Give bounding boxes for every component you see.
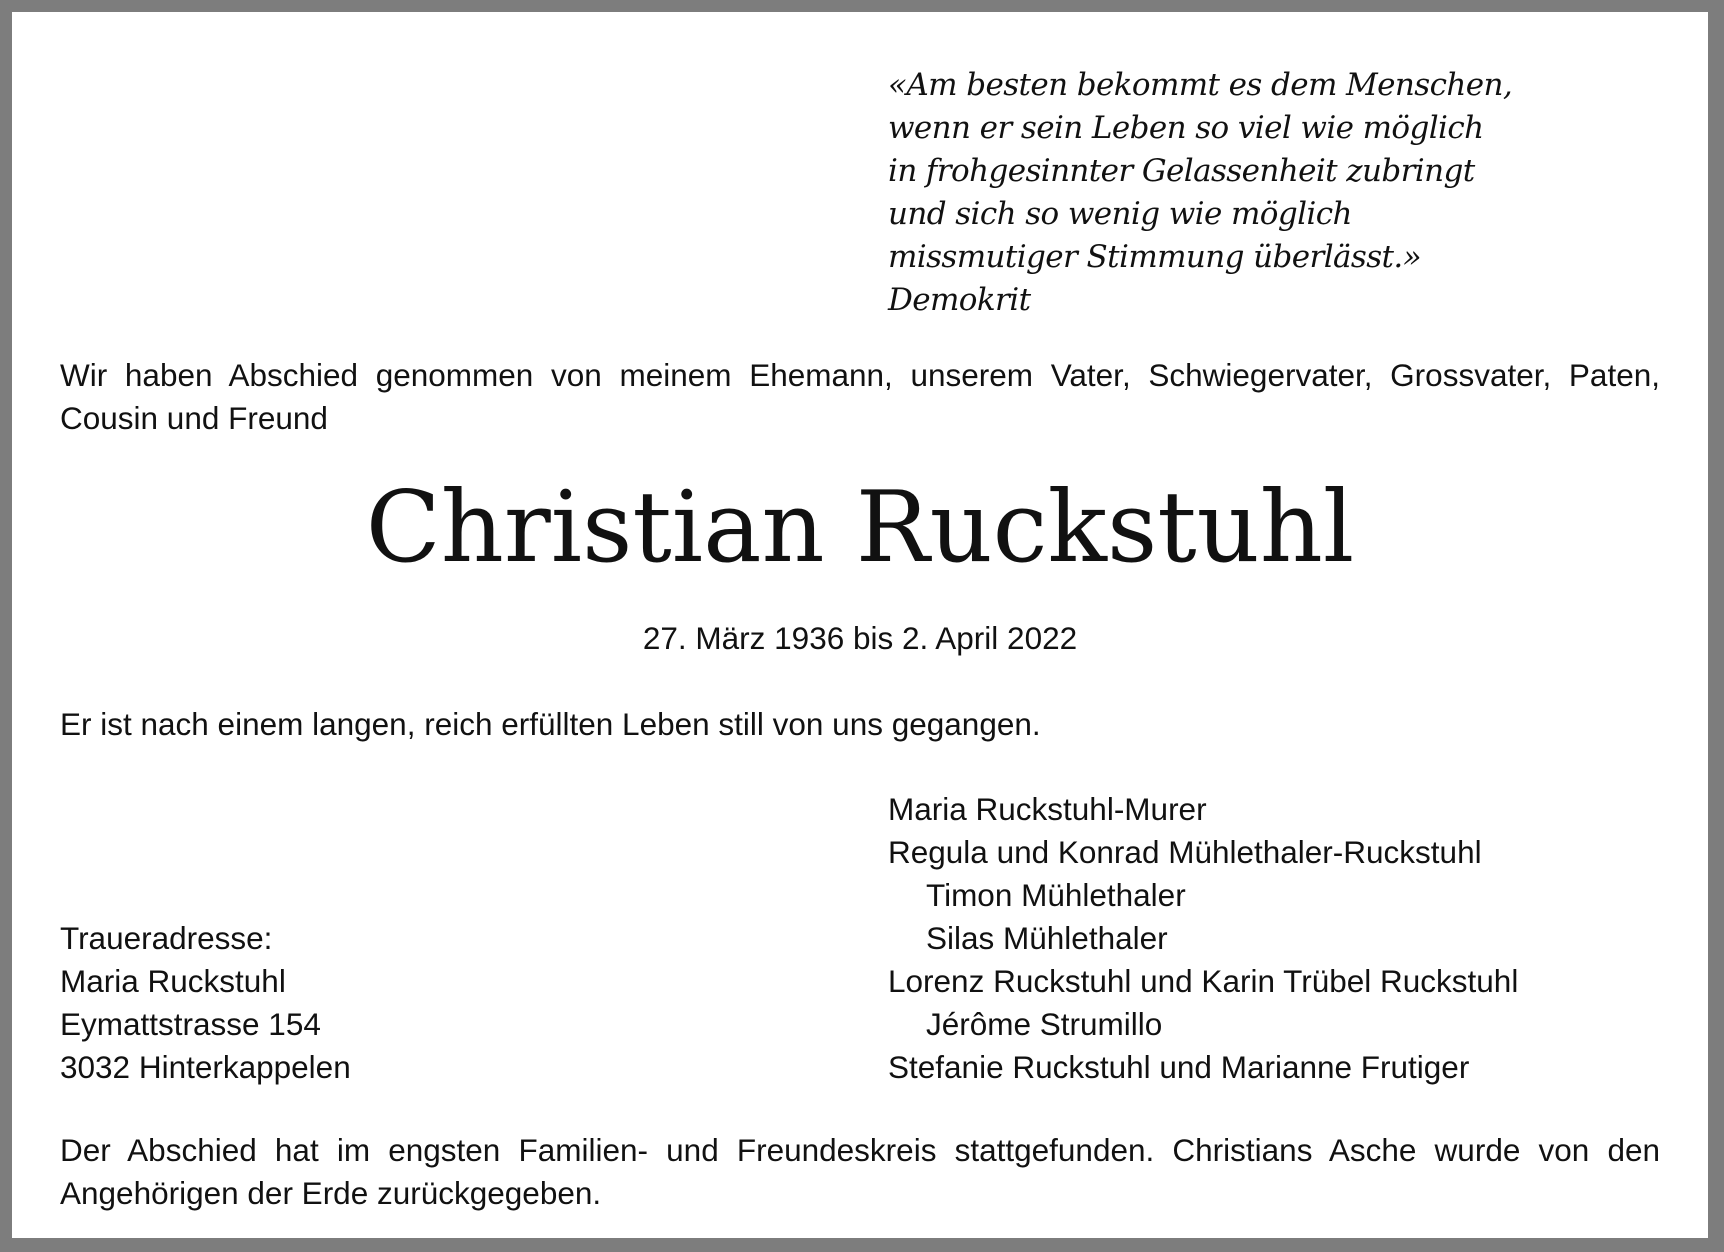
intro-text: Wir haben Abschied genommen von meinem Ehemann, unserem Vater, Schwiegervater, Grossvater, Paten, Cousin und Freund [60,357,1660,436]
address-city: 3032 Hinterkappelen [60,1049,351,1085]
deceased-name: Christian Ruckstuhl [365,471,1355,585]
family-member: Lorenz Ruckstuhl und Karin Trübel Ruckstuhl [888,963,1519,999]
family-list [888,788,1688,1089]
quote-line: und sich so wenig wie möglich [888,196,1352,232]
quote-line: in frohgesinnter Gelassenheit zubringt [888,153,1475,189]
closing-text: Der Abschied hat im engsten Familien- und Freundeskreis stattgefunden. Christians Asche wurde von den Angehörigen der Erde zurückgegeben. [60,1132,1660,1211]
quote-line: wenn er sein Leben so viel wie möglich [888,110,1484,146]
quote-line: «Am besten bekommt es dem Menschen, [888,67,1513,103]
address-street: Eymattstrasse 154 [60,1006,321,1042]
family-member: Silas Mühlethaler [926,920,1168,956]
obituary-notice [12,12,1708,1238]
family-member: Stefanie Ruckstuhl und Marianne Frutiger [888,1049,1470,1085]
family-member: Timon Mühlethaler [926,877,1186,913]
mourning-address [60,917,660,1089]
statement-text: Er ist nach einem langen, reich erfüllten Leben still von uns gegangen. [60,706,1041,742]
life-dates: 27. März 1936 bis 2. April 2022 [642,620,1078,656]
quote-line: missmutiger Stimmung überlässt.» [888,239,1422,275]
address-name: Maria Ruckstuhl [60,963,286,999]
quote-author: Demokrit [888,282,1031,318]
address-label: Traueradresse: [60,920,273,956]
family-member: Regula und Konrad Mühlethaler-Ruckstuhl [888,834,1482,870]
family-member: Jérôme Strumillo [926,1006,1163,1042]
quote-block [888,64,1588,322]
family-member: Maria Ruckstuhl-Murer [888,791,1207,827]
